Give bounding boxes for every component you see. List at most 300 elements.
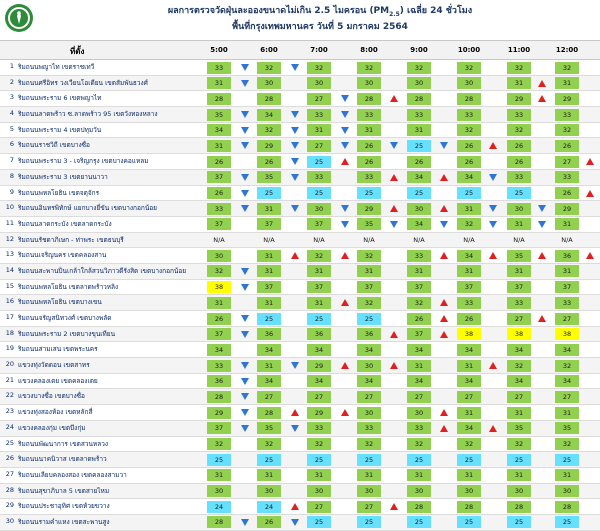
table-body xyxy=(0,60,600,531)
up-triangle-icon xyxy=(390,331,398,338)
station-name: ริมถนนพัฒนาการ เขตสวนหลวง xyxy=(18,439,109,448)
station-name: ริมถนนอินทรพิทักษ์ แยกบางยี่ขัน เขตบางกอกน้อย xyxy=(18,204,157,213)
down-triangle-icon xyxy=(241,205,249,212)
table-row xyxy=(0,264,600,280)
pm25-value-cell: 28 xyxy=(257,407,281,419)
row-number: 20 xyxy=(5,360,14,369)
pm25-value-cell: 30 xyxy=(357,485,381,497)
pm25-value-cell: 31 xyxy=(457,469,481,481)
table-row xyxy=(0,91,600,107)
table-row xyxy=(0,421,600,437)
station-name: ริมถนนพระราม 3 - เจริญกรุง เขตบางคอแหลม xyxy=(18,157,149,166)
down-triangle-icon xyxy=(341,221,349,228)
pm25-value-cell: 26 xyxy=(207,313,231,325)
pm25-value-cell: 25 xyxy=(407,140,431,152)
pm25-value-cell: 28 xyxy=(207,391,231,403)
pm25-value-cell: 25 xyxy=(555,454,579,466)
pm25-value-cell: 37 xyxy=(257,281,281,293)
pm25-value-cell: 30 xyxy=(307,77,331,89)
station-name: ริมถนนพหลโยธิน เขตลาดพร้าวหลิง xyxy=(18,282,119,291)
pm25-value-cell: 31 xyxy=(207,140,231,152)
pm25-value-cell: 33 xyxy=(307,422,331,434)
station-name: ริมถนนพระราม 6 เขตพญาไท xyxy=(18,94,102,103)
pm25-value-cell: 26 xyxy=(457,140,481,152)
pm25-value-cell: 32 xyxy=(555,62,579,74)
pm25-value-cell: 38 xyxy=(555,328,579,340)
down-triangle-icon xyxy=(241,315,249,322)
row-number: 14 xyxy=(5,265,14,274)
pm25-value-cell: 34 xyxy=(457,171,481,183)
table-row xyxy=(0,452,600,468)
row-number: 29 xyxy=(5,501,14,510)
up-triangle-icon xyxy=(440,205,448,212)
pm25-value-cell: 31 xyxy=(307,265,331,277)
down-triangle-icon xyxy=(241,331,249,338)
pm25-value-cell: 30 xyxy=(257,485,281,497)
pm25-value-cell: 31 xyxy=(457,203,481,215)
time-column-header: 6:00 xyxy=(260,46,278,54)
pm25-value-cell: 31 xyxy=(457,407,481,419)
row-number: 27 xyxy=(5,469,14,478)
up-triangle-icon xyxy=(440,252,448,259)
up-triangle-icon xyxy=(586,252,594,259)
up-triangle-icon xyxy=(291,252,299,259)
pm25-value-cell: 25 xyxy=(457,516,481,528)
pm25-value-cell: 33 xyxy=(207,203,231,215)
pm25-value-cell: 31 xyxy=(407,265,431,277)
pm25-value-cell: 37 xyxy=(407,281,431,293)
up-triangle-icon xyxy=(291,503,299,510)
pm25-value-cell: 26 xyxy=(207,187,231,199)
time-column-header: 9:00 xyxy=(410,46,428,54)
pm25-value-cell: 31 xyxy=(357,265,381,277)
down-triangle-icon xyxy=(341,205,349,212)
station-name: ริมถนนจรัญสนิทวงศ์ เขตบางพลัด xyxy=(18,314,112,322)
pm25-value-cell: 37 xyxy=(207,422,231,434)
station-name: ริมถนนลาดพร้าว ซ.ลาดพร้าว 95 เขตวังทองหลาง xyxy=(18,110,158,119)
pm25-value-cell: 31 xyxy=(307,297,331,309)
pm25-value-cell: 36 xyxy=(207,375,231,387)
row-number: 8 xyxy=(9,171,14,180)
pm25-value-cell: 34 xyxy=(257,375,281,387)
row-number: 6 xyxy=(9,140,14,149)
row-number: 25 xyxy=(5,438,14,447)
row-number: 15 xyxy=(5,281,14,290)
down-triangle-icon xyxy=(241,142,249,149)
pm25-value-cell: 33 xyxy=(555,297,579,309)
table-row xyxy=(0,138,600,154)
down-triangle-icon xyxy=(241,378,249,385)
row-number: 12 xyxy=(5,234,14,243)
pm25-value-cell: 25 xyxy=(307,516,331,528)
pm25-value-cell: 38 xyxy=(507,328,531,340)
pm25-value-cell: 31 xyxy=(507,77,531,89)
pm25-value-cell: 30 xyxy=(407,203,431,215)
row-number: 26 xyxy=(5,454,14,463)
pm25-value-cell: 34 xyxy=(357,375,381,387)
pm25-value-cell: 35 xyxy=(555,422,579,434)
station-name: แขวงคลองกุ่ม เขตบึงกุ่ม xyxy=(18,423,86,432)
pm25-value-cell: 32 xyxy=(357,297,381,309)
pm25-value-cell: 31 xyxy=(507,407,531,419)
pm25-value-cell: 30 xyxy=(207,250,231,262)
pm25-value-cell: 33 xyxy=(307,109,331,121)
down-triangle-icon xyxy=(291,205,299,212)
table-row xyxy=(0,295,600,311)
down-triangle-icon xyxy=(241,190,249,197)
pm25-value-cell: 27 xyxy=(507,313,531,325)
down-triangle-icon xyxy=(241,519,249,526)
station-name: ริมถนนพระราม 2 เขตบางขุนเทียน xyxy=(18,329,116,338)
pm25-value-cell: 34 xyxy=(457,375,481,387)
down-triangle-icon xyxy=(390,221,398,228)
row-number: 1 xyxy=(9,62,14,70)
pm25-value-cell: 25 xyxy=(307,313,331,325)
pm25-value-cell: 38 xyxy=(207,281,231,293)
pm25-value-cell: 29 xyxy=(507,93,531,105)
pm25-value-cell: 30 xyxy=(555,485,579,497)
pm25-value-cell: 31 xyxy=(307,124,331,136)
pm25-value-cell: 37 xyxy=(307,218,331,230)
station-name: ริมถนนเลียบคลองสอง เขตคลองสามวา xyxy=(18,470,127,479)
pm25-value-cell: 33 xyxy=(457,297,481,309)
pm25-value-cell: 37 xyxy=(207,218,231,230)
pm25-value-cell: 25 xyxy=(457,187,481,199)
pm25-value-cell: 33 xyxy=(407,109,431,121)
down-triangle-icon xyxy=(291,174,299,181)
row-number: 17 xyxy=(5,313,14,321)
table-row xyxy=(0,186,600,202)
station-name: ริมถนนพหลโยธิน เขตจตุจักร xyxy=(18,188,100,197)
pm25-value-cell: N/A xyxy=(263,236,275,245)
up-triangle-icon xyxy=(586,158,594,165)
pm25-value-cell: 33 xyxy=(555,171,579,183)
pm25-value-cell: 27 xyxy=(357,391,381,403)
station-name: ริมถนนราชวิถี เขตบางซื่อ xyxy=(18,141,90,150)
pm25-value-cell: 25 xyxy=(555,516,579,528)
pm25-value-cell: 34 xyxy=(307,344,331,356)
pm25-value-cell: 27 xyxy=(307,93,331,105)
pm25-value-cell: 34 xyxy=(207,124,231,136)
pm25-value-cell: 24 xyxy=(257,501,281,513)
pm25-value-cell: 34 xyxy=(307,375,331,387)
table-row xyxy=(0,405,600,421)
table-row xyxy=(0,342,600,358)
pm25-value-cell: 32 xyxy=(307,438,331,450)
time-column-header: 7:00 xyxy=(310,46,328,54)
pm25-value-cell: 34 xyxy=(357,344,381,356)
pm25-value-cell: 29 xyxy=(357,203,381,215)
down-triangle-icon xyxy=(291,127,299,134)
pm25-value-cell: 30 xyxy=(357,77,381,89)
up-triangle-icon xyxy=(291,409,299,416)
up-triangle-icon xyxy=(440,409,448,416)
table-row xyxy=(0,76,600,92)
down-triangle-icon xyxy=(440,221,448,228)
down-triangle-icon xyxy=(291,64,299,71)
down-triangle-icon xyxy=(291,362,299,369)
pm25-value-cell: 33 xyxy=(555,109,579,121)
pm25-value-cell: 35 xyxy=(357,218,381,230)
pm25-value-cell: N/A xyxy=(413,236,425,245)
down-triangle-icon xyxy=(341,127,349,134)
pm25-value-cell: 25 xyxy=(357,313,381,325)
pm25-value-cell: 30 xyxy=(457,485,481,497)
pm25-value-cell: 31 xyxy=(257,203,281,215)
down-triangle-icon xyxy=(241,80,249,87)
page-title: ผลการตรวจวัดฝุ่นละอองขนาดไม่เกิน 2.5 ไมครอน $(PM_{2.5})$ เฉลี่ย 24 ชั่วโมง xyxy=(167,6,473,18)
station-name: ริมถนนพญาไท เขตราชเทวี xyxy=(18,63,95,71)
row-number: 23 xyxy=(5,407,14,416)
up-triangle-icon xyxy=(341,299,349,306)
up-triangle-icon xyxy=(538,95,546,102)
pm25-value-cell: 25 xyxy=(307,454,331,466)
table-row xyxy=(0,123,600,139)
station-name: ริมถนนสะพานปิ่นเกล้าใกล้สวนวิภาวดีรังสิต เขตบางกอกน้อย xyxy=(18,266,187,275)
pm25-value-cell: 25 xyxy=(207,454,231,466)
pm25-value-cell: 33 xyxy=(507,297,531,309)
pm25-value-cell: 25 xyxy=(507,516,531,528)
pm25-value-cell: 28 xyxy=(457,501,481,513)
pm25-value-cell: 24 xyxy=(207,501,231,513)
up-triangle-icon xyxy=(440,174,448,181)
time-column-header: 12:00 xyxy=(555,46,579,54)
pm25-value-cell: 26 xyxy=(257,156,281,168)
pm25-value-cell: 27 xyxy=(357,501,381,513)
row-number: 22 xyxy=(5,391,14,400)
pm25-value-cell: 32 xyxy=(457,218,481,230)
down-triangle-icon xyxy=(538,205,546,212)
pm25-value-cell: 31 xyxy=(457,360,481,372)
pm25-value-cell: 33 xyxy=(507,109,531,121)
pm25-value-cell: 30 xyxy=(357,407,381,419)
pm25-value-cell: 34 xyxy=(257,109,281,121)
up-triangle-icon xyxy=(390,95,398,102)
row-number: 28 xyxy=(5,485,14,494)
pm25-value-cell: 30 xyxy=(507,203,531,215)
up-triangle-icon xyxy=(489,142,497,149)
pm25-value-cell: 29 xyxy=(555,203,579,215)
pm25-value-cell: 32 xyxy=(307,62,331,74)
station-name: ริมถนนนาคนิวาส เขตลาดพร้าว xyxy=(18,455,107,464)
time-column-header: 5:00 xyxy=(210,46,228,54)
table-row xyxy=(0,311,600,327)
pm25-value-cell: 35 xyxy=(207,109,231,121)
pm25-value-cell: 32 xyxy=(357,62,381,74)
station-name: ริมถนนรามคำแหง เขตสะพานสูง xyxy=(18,517,110,526)
pm25-value-cell: 31 xyxy=(507,218,531,230)
station-name: แขวงทุ่งสองห้อง เขตหลักสี่ xyxy=(18,408,93,417)
pm25-value-cell: 25 xyxy=(257,313,281,325)
pm25-value-cell: 30 xyxy=(207,485,231,497)
pm25-value-cell: 26 xyxy=(357,156,381,168)
pm25-value-cell: 35 xyxy=(507,422,531,434)
pm25-value-cell: 31 xyxy=(407,124,431,136)
down-triangle-icon xyxy=(489,174,497,181)
table-row xyxy=(0,468,600,484)
down-triangle-icon xyxy=(341,142,349,149)
pm25-value-cell: 38 xyxy=(457,328,481,340)
row-number: 7 xyxy=(9,156,14,165)
pm25-value-cell: 31 xyxy=(555,218,579,230)
up-triangle-icon xyxy=(489,252,497,259)
pm25-value-cell: 31 xyxy=(257,469,281,481)
up-triangle-icon xyxy=(489,362,497,369)
pm25-value-cell: 28 xyxy=(257,93,281,105)
pm25-value-cell: 33 xyxy=(357,422,381,434)
pm25-value-cell: 35 xyxy=(257,422,281,434)
up-triangle-icon xyxy=(341,158,349,165)
pm25-value-cell: 31 xyxy=(257,250,281,262)
pm25-value-cell: 34 xyxy=(407,375,431,387)
pm25-value-cell: 31 xyxy=(207,469,231,481)
pm25-value-cell: 30 xyxy=(307,485,331,497)
pm25-value-cell: 27 xyxy=(555,391,579,403)
pm25-value-cell: 28 xyxy=(407,93,431,105)
pm25-value-cell: 37 xyxy=(555,281,579,293)
up-triangle-icon xyxy=(390,503,398,510)
pm25-value-cell: 25 xyxy=(407,187,431,199)
pm25-value-cell: 33 xyxy=(207,62,231,74)
pm25-value-cell: 33 xyxy=(207,360,231,372)
station-name: แขวงบางซื่อ เขตบางซื่อ xyxy=(18,392,85,401)
pm25-value-cell: N/A xyxy=(313,236,325,245)
pm25-value-cell: 28 xyxy=(357,93,381,105)
pm25-value-cell: 31 xyxy=(407,360,431,372)
pm25-value-cell: 33 xyxy=(407,250,431,262)
down-triangle-icon xyxy=(241,393,249,400)
up-triangle-icon xyxy=(538,80,546,87)
down-triangle-icon xyxy=(291,158,299,165)
row-number: 9 xyxy=(9,187,14,196)
station-name: ริมถนนประชาอุทิศ เขตห้วยขวาง xyxy=(18,502,110,511)
pm25-value-cell: 33 xyxy=(407,422,431,434)
pm25-value-cell: 34 xyxy=(257,344,281,356)
pm25-value-cell: 25 xyxy=(357,454,381,466)
pm25-value-cell: 31 xyxy=(307,469,331,481)
pm25-value-cell: 26 xyxy=(457,313,481,325)
pm25-value-cell: 27 xyxy=(555,313,579,325)
up-triangle-icon xyxy=(440,299,448,306)
pm25-value-cell: 32 xyxy=(407,297,431,309)
table-row xyxy=(0,201,600,217)
pm25-value-cell: 36 xyxy=(257,328,281,340)
pm25-value-cell: 27 xyxy=(307,391,331,403)
pm25-value-cell: 28 xyxy=(457,93,481,105)
pm25-value-cell: 27 xyxy=(457,391,481,403)
pm25-value-cell: 32 xyxy=(457,62,481,74)
pm25-value-cell: 25 xyxy=(257,454,281,466)
pm25-value-cell: 36 xyxy=(555,250,579,262)
pm25-value-cell: 32 xyxy=(507,124,531,136)
pm25-value-cell: 30 xyxy=(257,77,281,89)
pm25-value-cell: 32 xyxy=(257,124,281,136)
down-triangle-icon xyxy=(489,221,497,228)
row-number: 21 xyxy=(5,375,14,384)
pm25-value-cell: 31 xyxy=(407,469,431,481)
station-name: ริมถนนสุขาภิบาล 5 เขตสายไหม xyxy=(18,486,110,495)
down-triangle-icon xyxy=(241,64,249,71)
pm25-value-cell: 31 xyxy=(555,407,579,419)
pm25-value-cell: 31 xyxy=(555,265,579,277)
pm25-value-cell: 32 xyxy=(257,62,281,74)
down-triangle-icon xyxy=(241,409,249,416)
pm25-value-cell: N/A xyxy=(561,236,573,245)
down-triangle-icon xyxy=(291,519,299,526)
pm25-value-cell: 35 xyxy=(507,250,531,262)
pm25-value-cell: 34 xyxy=(407,344,431,356)
pm25-value-cell: 27 xyxy=(307,140,331,152)
pm25-value-cell: 32 xyxy=(507,360,531,372)
station-name: แขวงทุ่งวัดดอน เขตสาทร xyxy=(18,361,90,370)
pm25-value-cell: 26 xyxy=(555,187,579,199)
table-row xyxy=(0,499,600,515)
down-triangle-icon xyxy=(241,284,249,291)
pm25-value-cell: 25 xyxy=(407,454,431,466)
pm25-value-cell: 34 xyxy=(457,344,481,356)
down-triangle-icon xyxy=(440,142,448,149)
table-row xyxy=(0,107,600,123)
pm25-value-cell: 36 xyxy=(357,328,381,340)
row-number: 5 xyxy=(9,124,14,133)
page-subtitle: พื้นที่กรุงเทพมหานคร วันที่ 5 มกราคม 2564 xyxy=(232,22,408,32)
time-column-header: 11:00 xyxy=(507,46,531,54)
up-triangle-icon xyxy=(538,315,546,322)
pm25-value-cell: 33 xyxy=(357,171,381,183)
pm25-value-cell: 31 xyxy=(357,469,381,481)
pm25-value-cell: 34 xyxy=(407,171,431,183)
table-row xyxy=(0,248,600,264)
row-number: 18 xyxy=(5,328,14,337)
down-triangle-icon xyxy=(390,142,398,149)
pm25-value-cell: 30 xyxy=(357,360,381,372)
up-triangle-icon xyxy=(538,252,546,259)
pm25-value-cell: 27 xyxy=(507,391,531,403)
row-number: 3 xyxy=(9,93,14,102)
time-column-header: 8:00 xyxy=(360,46,378,54)
pm25-value-cell: 31 xyxy=(207,297,231,309)
pm25-value-cell: 37 xyxy=(207,328,231,340)
up-triangle-icon xyxy=(440,331,448,338)
row-number: 2 xyxy=(9,77,14,86)
pm25-value-cell: 37 xyxy=(407,328,431,340)
pm25-value-cell: 25 xyxy=(507,454,531,466)
pm25-value-cell: 29 xyxy=(307,360,331,372)
pm25-value-cell: 25 xyxy=(307,156,331,168)
pm25-value-cell: 25 xyxy=(457,454,481,466)
down-triangle-icon xyxy=(291,425,299,432)
pm25-value-cell: 37 xyxy=(257,218,281,230)
pm25-value-cell: 25 xyxy=(407,516,431,528)
row-number: 10 xyxy=(5,203,14,212)
pm25-value-cell: 28 xyxy=(507,501,531,513)
table-row xyxy=(0,217,600,233)
down-triangle-icon xyxy=(241,127,249,134)
pm25-value-cell: 37 xyxy=(457,281,481,293)
pm25-value-cell: 32 xyxy=(307,250,331,262)
down-triangle-icon xyxy=(241,174,249,181)
pm25-value-cell: 31 xyxy=(207,77,231,89)
pm25-value-cell: 35 xyxy=(257,171,281,183)
pm25-value-cell: 32 xyxy=(457,124,481,136)
pm25-value-cell: 34 xyxy=(207,344,231,356)
pm25-value-cell: 26 xyxy=(555,140,579,152)
up-triangle-icon xyxy=(440,315,448,322)
pm25-value-cell: 34 xyxy=(507,375,531,387)
station-name: ริมถนนลาดกระบัง เขตลาดกระบัง xyxy=(18,219,112,228)
down-triangle-icon xyxy=(241,268,249,275)
pm25-value-cell: 32 xyxy=(407,438,431,450)
